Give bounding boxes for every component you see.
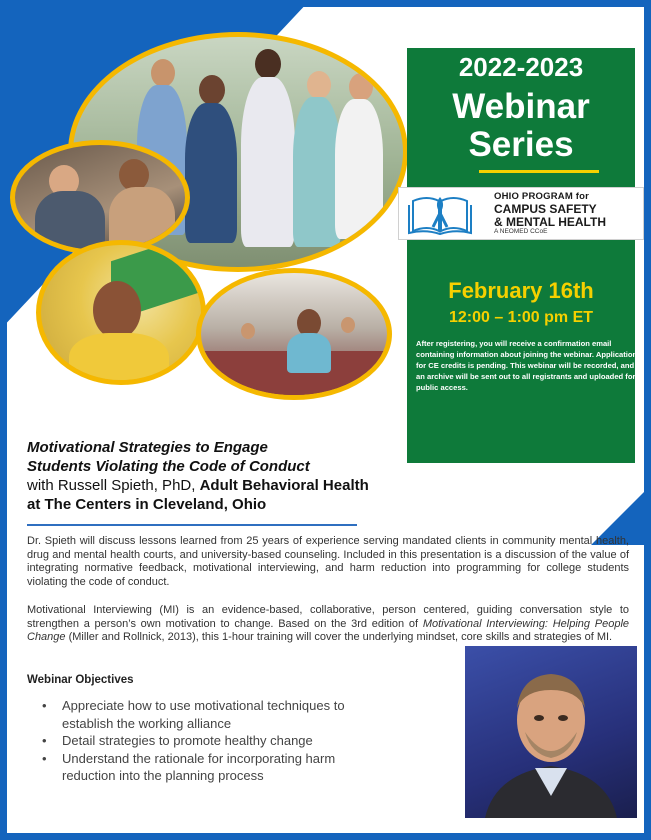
title-underline [479,170,599,173]
series-title [407,88,635,164]
program-logo [398,187,644,240]
objective-text: Detail strategies to promote healthy change [62,733,313,748]
presenter-line [27,476,372,514]
description-paragraph-2 [27,604,629,645]
objective-item [42,732,372,750]
objective-item [42,750,372,785]
presenter-name: with Russell Spieth, PhD, [27,477,200,494]
registration-note: After registering, you will receive a confirmation email containing information about joining the webinar. Application for CE credits is pending. This webinar will be recorded, and an archive will be sent out to all registrants and uploaded for public access. [416,339,638,392]
series-year: 2022-2023 [458,52,584,82]
title-divider [27,524,357,526]
presenter-silhouette-icon [465,646,637,818]
objectives-heading: Webinar Objectives [27,674,134,686]
book-ribbon-icon [407,191,473,235]
event-date: February 16th [448,278,594,303]
logo-name [494,203,606,229]
student-portrait-photo [36,240,206,385]
logo-tagline: A NEOMED CCoE [494,228,548,235]
objectives-list [42,697,372,785]
bullet-icon: • [42,733,47,748]
lecture-hall-photo [196,268,392,400]
paragraph-2-start: Motivational Interviewing (MI) is an evidence-based, collaborative, person centered, guiding conversation style to strengthen a person’s own motivation to change. Based on the 3rd edition of [27,604,629,630]
logo-line1: OHIO PROGRAM for [494,191,590,202]
objective-text: Understand the rationale for incorporating harm reduction into the planning process [62,750,336,783]
bullet-icon: • [42,750,47,766]
series-title-line1: Webinar [452,87,590,126]
students-studying-photo [10,140,190,255]
book-title: Motivational Interviewing: Helping People Change [27,617,630,643]
event-time: 12:00 – 1:00 pm ET [448,309,594,326]
presenter-headshot [465,646,637,818]
webinar-title [27,438,372,514]
objective-text: Appreciate how to use motivational techniques to establish the working alliance [62,698,345,731]
series-title-line2: Series [468,125,574,164]
paragraph-2-end: (Miller and Rollnick, 2013), this 1-hour training will cover the underlying mindset, core skills and strategies of MI. [65,631,613,643]
logo-line3: & MENTAL HEALTH [494,215,606,229]
presenter-organization: Adult Behavioral Health at The Centers in Cleveland, Ohio [27,477,369,513]
title-line2: Students Violating the Code of Conduct [27,458,310,475]
webinar-info-panel [407,48,638,463]
title-line1: Motivational Strategies to Engage [27,439,268,456]
logo-line2: CAMPUS SAFETY [494,202,597,216]
description-paragraph-1: Dr. Spieth will discuss lessons learned from 25 years of experience serving mandated clients in community mental health, drug and mental health courts, and university-based counseling. Included in this presentation is a discussion of the value of integrating normative feedback, motivational interviewing, and harm reduction into programming for college students violating the code of conduct. [27,535,629,588]
bullet-icon: • [42,698,47,713]
objective-item [42,697,372,732]
